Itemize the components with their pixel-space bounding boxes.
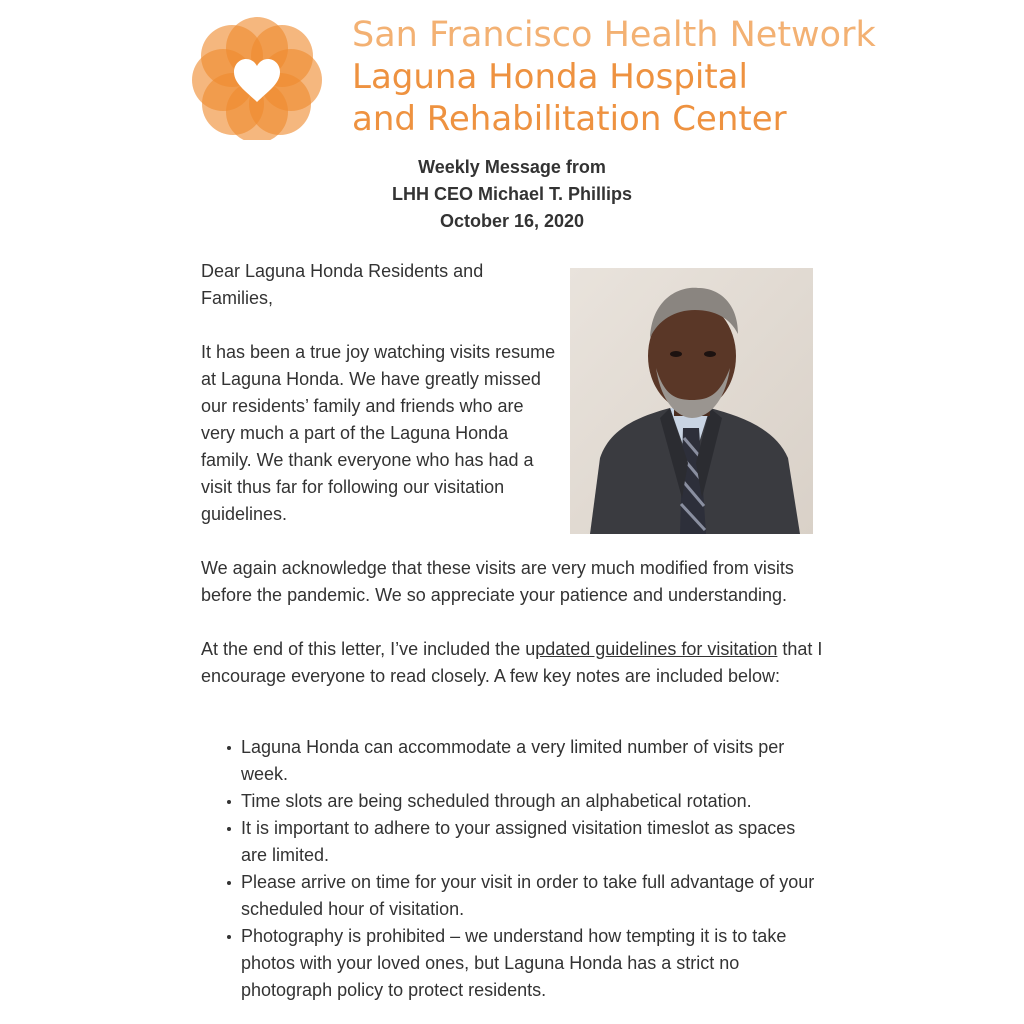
title-date: October 16, 2020 [439,211,585,231]
list-item: Photography is prohibited – we understand how tempting it is to take photos with your loved ones, but Laguna Honda has a strict no photograph policy to protect residents. [241,923,831,1004]
letter-body [201,258,831,1004]
letterhead [192,14,876,142]
visitation-guidelines-link[interactable]: pdated guidelines for visitation [535,639,778,659]
org-name-line2: and Rehabilitation Center [352,99,787,139]
paragraph-2: We again acknowledge that these visits are very much modified from visits before the pandemic. We so appreciate your patience and understanding. [201,558,794,605]
list-item: Laguna Honda can accommodate a very limited number of visits per week. [241,734,831,788]
paragraph-3-text-end: that I encourage everyone to read closely. A few key notes are included below: [201,639,823,686]
greeting: Dear Laguna Honda Residents and Families, [201,261,484,308]
paragraph-3 [201,636,831,690]
title-line2: LHH CEO Michael T. Phillips [391,184,633,204]
list-item: Please arrive on time for your visit in order to take full advantage of your scheduled hour of visitation. [241,869,831,923]
org-name-line1: Laguna Honda Hospital [352,57,748,97]
title-line1: Weekly Message from [418,157,606,177]
list-item: It is important to adhere to your assigned visitation timeslot as spaces are limited. [241,815,831,869]
paragraph-3-text-start: At the end of this letter, I’ve included the u [201,639,536,659]
heart-flower-logo-icon [192,14,322,140]
list-item: Time slots are being scheduled through an alphabetical rotation. [241,788,831,815]
network-name: San Francisco Health Network [352,15,876,55]
ceo-portrait [570,268,813,534]
key-notes-list [201,734,831,1004]
brand-text [352,14,876,140]
paragraph-1: It has been a true joy watching visits resume at Laguna Honda. We have greatly missed our residents’ family and friends who are very much a part of the Laguna Honda family. We thank everyone who has had a visit thus far for following our visitation guidelines. [201,342,556,524]
message-title [0,154,1024,235]
